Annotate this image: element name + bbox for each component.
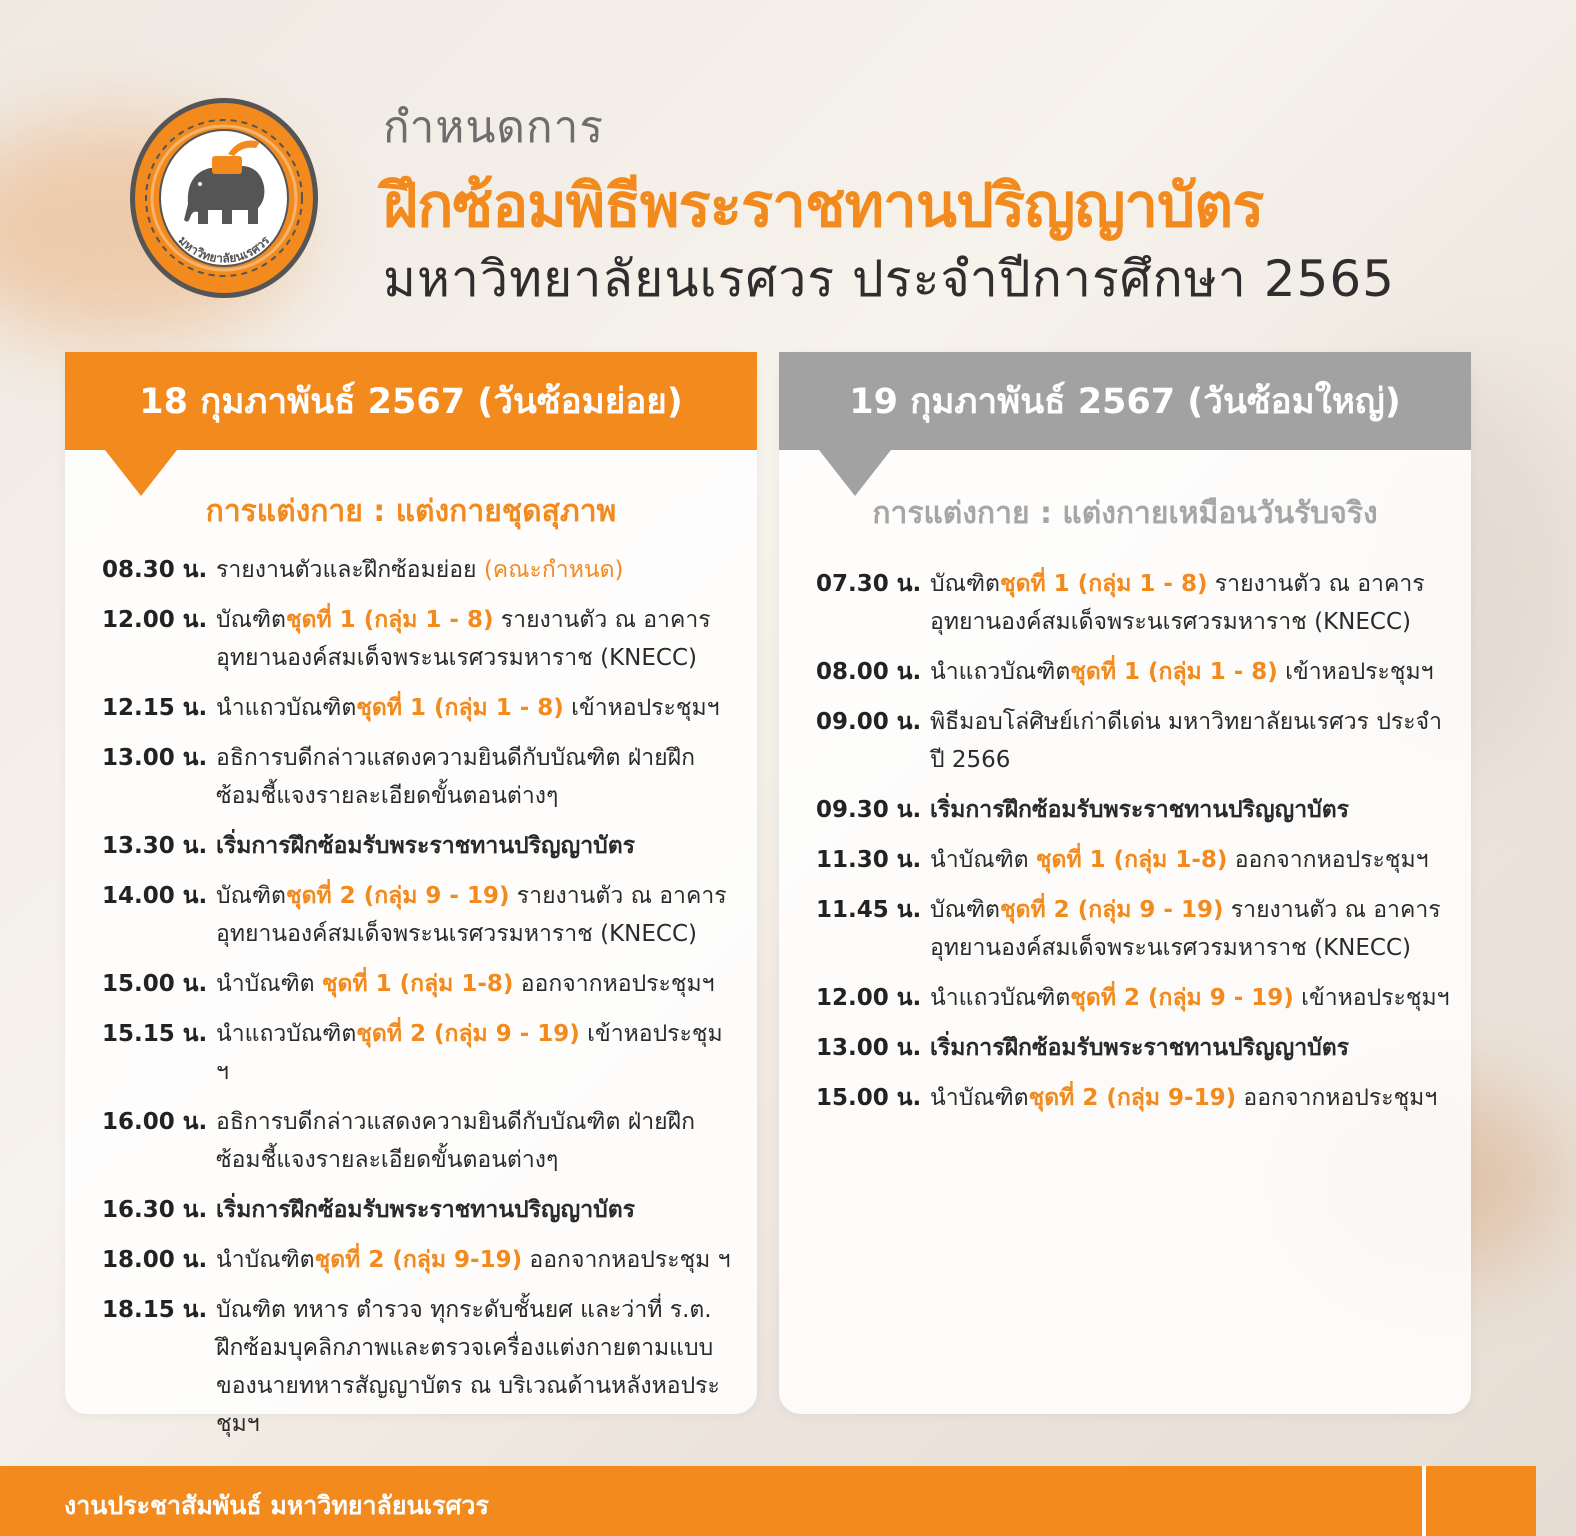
highlight-text: ชุดที่ 2 (กลุ่ม 9 - 19)	[999, 897, 1224, 923]
schedule-text	[216, 1103, 739, 1179]
highlight-text: ชุดที่ 2 (กลุ่ม 9-19)	[314, 1247, 523, 1273]
schedule-text-segment: เริ่มการฝึกซ้อมรับพระราชทานปริญญาบัตร	[930, 1035, 1350, 1061]
schedule-list-day1	[65, 551, 757, 1443]
schedule-time: 18.00 น.	[102, 1247, 208, 1273]
schedule-text	[930, 841, 1453, 879]
schedule-text-segment: บัณฑิต	[930, 571, 1000, 597]
schedule-item	[102, 739, 739, 815]
schedule-text-segment: นำบัณฑิต	[930, 1085, 1029, 1111]
schedule-panel-day1	[65, 352, 757, 1437]
title-small: กำหนดการ	[383, 102, 604, 153]
schedule-time: 16.00 น.	[102, 1109, 208, 1135]
schedule-text-segment: อธิการบดีกล่าวแสดงความยินดีกับบัณฑิต ฝ่ายฝึกซ้อมชี้แจงรายละเอียดขั้นตอนต่างๆ	[216, 745, 696, 809]
schedule-time: 12.15 น.	[102, 695, 208, 721]
schedule-item	[102, 1103, 739, 1179]
schedule-text-segment: เริ่มการฝึกซ้อมรับพระราชทานปริญญาบัตร	[930, 797, 1350, 823]
schedule-time: 09.30 น.	[816, 797, 922, 823]
highlight-text: ชุดที่ 2 (กลุ่ม 9 - 19)	[285, 883, 510, 909]
page-subtitle: มหาวิทยาลัยนเรศวร ประจำปีการศึกษา 2565	[383, 250, 1395, 308]
schedule-list-day2	[779, 565, 1471, 1117]
schedule-item	[816, 1029, 1453, 1067]
page-title: ฝึกซ้อมพิธีพระราชทานปริญญาบัตร	[383, 171, 1264, 241]
schedule-text-segment: เข้าหอประชุม ฯ	[216, 1021, 723, 1085]
schedule-text	[216, 877, 739, 953]
schedule-text	[216, 965, 739, 1003]
schedule-text-segment: รายงานตัว ณ อาคาร อุทยานองค์สมเด็จพระนเรศวรมหาราช (KNECC)	[930, 897, 1441, 961]
footer-divider	[1422, 1466, 1426, 1536]
schedule-text-segment: เข้าหอประชุมฯ	[1293, 985, 1450, 1011]
schedule-text	[930, 653, 1453, 691]
schedule-item	[102, 965, 739, 1003]
schedule-item	[816, 653, 1453, 691]
schedule-item	[816, 979, 1453, 1017]
schedule-text	[216, 1241, 739, 1279]
schedule-time: 11.30 น.	[816, 847, 922, 873]
schedule-time: 11.45 น.	[816, 897, 922, 923]
schedule-text	[930, 565, 1453, 641]
schedule-item	[102, 877, 739, 953]
schedule-item	[102, 1191, 739, 1229]
schedule-text-segment: นำแถวบัณฑิต	[216, 1021, 357, 1047]
schedule-text-segment: ออกจากหอประชุมฯ	[513, 971, 715, 997]
schedule-time: 14.00 น.	[102, 883, 208, 909]
schedule-text	[216, 1291, 739, 1443]
schedule-panel-day2	[779, 352, 1471, 1414]
schedule-text	[930, 1029, 1453, 1067]
highlight-text: ชุดที่ 2 (กลุ่ม 9 - 19)	[1070, 985, 1294, 1011]
schedule-text	[930, 703, 1453, 779]
schedule-text-segment: รายงานตัว ณ อาคาร อุทยานองค์สมเด็จพระนเรศวรมหาราช (KNECC)	[930, 571, 1425, 635]
schedule-item	[816, 565, 1453, 641]
schedule-text	[930, 979, 1453, 1017]
schedule-item	[102, 1241, 739, 1279]
schedule-time: 15.00 น.	[102, 971, 208, 997]
schedule-text-segment: นำแถวบัณฑิต	[930, 659, 1071, 685]
schedule-item	[102, 1015, 739, 1091]
schedule-time: 18.15 น.	[102, 1297, 208, 1323]
schedule-text	[216, 601, 739, 677]
schedule-text-segment: เข้าหอประชุมฯ	[1277, 659, 1434, 685]
highlight-text: ชุดที่ 1 (กลุ่ม 1-8)	[1035, 847, 1228, 873]
schedule-text	[216, 739, 739, 815]
schedule-time: 13.00 น.	[102, 745, 208, 771]
schedule-text	[216, 551, 739, 589]
schedule-text-segment: บัณฑิต	[216, 883, 286, 909]
schedule-text-segment: ออกจากหอประชุมฯ	[1227, 847, 1429, 873]
schedule-text-segment: นำแถวบัณฑิต	[216, 695, 357, 721]
schedule-text-segment: ออกจากหอประชุม ฯ	[522, 1247, 731, 1273]
schedule-time: 16.30 น.	[102, 1197, 208, 1223]
footer-bar	[0, 1466, 1536, 1536]
highlight-text: ชุดที่ 1 (กลุ่ม 1 - 8)	[356, 695, 564, 721]
pointer-arrow-icon	[105, 450, 177, 496]
date-header-day1: 18 กุมภาพันธ์ 2567 (วันซ้อมย่อย)	[65, 352, 757, 450]
dress-code-day2: การแต่งกาย : แต่งกายเหมือนวันรับจริง	[872, 496, 1378, 531]
schedule-text-segment: นำบัณฑิต	[216, 971, 322, 997]
schedule-text	[930, 791, 1453, 829]
schedule-text	[930, 1079, 1453, 1117]
dress-code-day1: การแต่งกาย : แต่งกายชุดสุภาพ	[205, 494, 617, 529]
schedule-text	[216, 689, 739, 727]
highlight-text: ชุดที่ 2 (กลุ่ม 9-19)	[1028, 1085, 1237, 1111]
schedule-time: 15.00 น.	[816, 1085, 922, 1111]
schedule-text-segment: อธิการบดีกล่าวแสดงความยินดีกับบัณฑิต ฝ่ายฝึกซ้อมชี้แจงรายละเอียดขั้นตอนต่างๆ	[216, 1109, 696, 1173]
schedule-time: 09.00 น.	[816, 709, 922, 735]
schedule-text-segment: เข้าหอประชุมฯ	[563, 695, 720, 721]
schedule-item	[102, 601, 739, 677]
schedule-time: 15.15 น.	[102, 1021, 208, 1047]
schedule-time: 07.30 น.	[816, 571, 922, 597]
schedule-text	[930, 891, 1453, 967]
schedule-item	[816, 841, 1453, 879]
schedule-item	[102, 689, 739, 727]
schedule-item	[816, 1079, 1453, 1117]
schedule-text-segment: นำแถวบัณฑิต	[930, 985, 1071, 1011]
highlight-text: (คณะกำหนด)	[483, 557, 624, 583]
schedule-text-segment: เริ่มการฝึกซ้อมรับพระราชทานปริญญาบัตร	[216, 833, 636, 859]
schedule-text	[216, 1191, 739, 1229]
schedule-text-segment: นำบัณฑิต	[216, 1247, 315, 1273]
pointer-arrow-icon	[819, 450, 891, 496]
schedule-text-segment: เริ่มการฝึกซ้อมรับพระราชทานปริญญาบัตร	[216, 1197, 636, 1223]
schedule-time: 13.00 น.	[816, 1035, 922, 1061]
schedule-item	[102, 1291, 739, 1443]
university-logo	[128, 96, 320, 300]
schedule-text-segment: พิธีมอบโล่ศิษย์เก่าดีเด่น มหาวิทยาลัยนเรศวร ประจำปี 2566	[930, 709, 1443, 773]
schedule-time: 08.30 น.	[102, 557, 208, 583]
schedule-item	[102, 551, 739, 589]
schedule-time: 12.00 น.	[816, 985, 922, 1011]
schedule-text-segment: รายงานตัว ณ อาคาร อุทยานองค์สมเด็จพระนเรศวรมหาราช (KNECC)	[216, 607, 711, 671]
highlight-text: ชุดที่ 1 (กลุ่ม 1 - 8)	[1070, 659, 1278, 685]
schedule-time: 08.00 น.	[816, 659, 922, 685]
footer-text: งานประชาสัมพันธ์ มหาวิทยาลัยนเรศวร	[64, 1491, 489, 1520]
schedule-item	[816, 891, 1453, 967]
schedule-text-segment: บัณฑิต	[930, 897, 1000, 923]
schedule-item	[816, 791, 1453, 829]
date-header-day2: 19 กุมภาพันธ์ 2567 (วันซ้อมใหญ่)	[779, 352, 1471, 450]
schedule-time: 12.00 น.	[102, 607, 208, 633]
logo-text: มหาวิทยาลัยนเรศวร	[175, 233, 273, 266]
highlight-text: ชุดที่ 2 (กลุ่ม 9 - 19)	[356, 1021, 580, 1047]
schedule-text-segment: นำบัณฑิต	[930, 847, 1036, 873]
schedule-text-segment: บัณฑิต ทหาร ตำรวจ ทุกระดับชั้นยศ และว่าที่ ร.ต. ฝึกซ้อมบุคลิกภาพและตรวจเครื่องแต่งกายตามแบบของนายทหารสัญญาบัตร ณ บริเวณด้านหลังหอประชุมฯ	[216, 1297, 720, 1437]
highlight-text: ชุดที่ 1 (กลุ่ม 1 - 8)	[285, 607, 494, 633]
schedule-text-segment: รายงานตัวและฝึกซ้อมย่อย	[216, 557, 484, 583]
schedule-text	[216, 1015, 739, 1091]
schedule-text-segment: บัณฑิต	[216, 607, 286, 633]
highlight-text: ชุดที่ 1 (กลุ่ม 1-8)	[321, 971, 514, 997]
schedule-text	[216, 827, 739, 865]
schedule-item	[816, 703, 1453, 779]
schedule-item	[102, 827, 739, 865]
schedule-text-segment: ออกจากหอประชุมฯ	[1236, 1085, 1438, 1111]
highlight-text: ชุดที่ 1 (กลุ่ม 1 - 8)	[999, 571, 1208, 597]
schedule-time: 13.30 น.	[102, 833, 208, 859]
schedule-text-segment: รายงานตัว ณ อาคาร อุทยานองค์สมเด็จพระนเรศวรมหาราช (KNECC)	[216, 883, 727, 947]
